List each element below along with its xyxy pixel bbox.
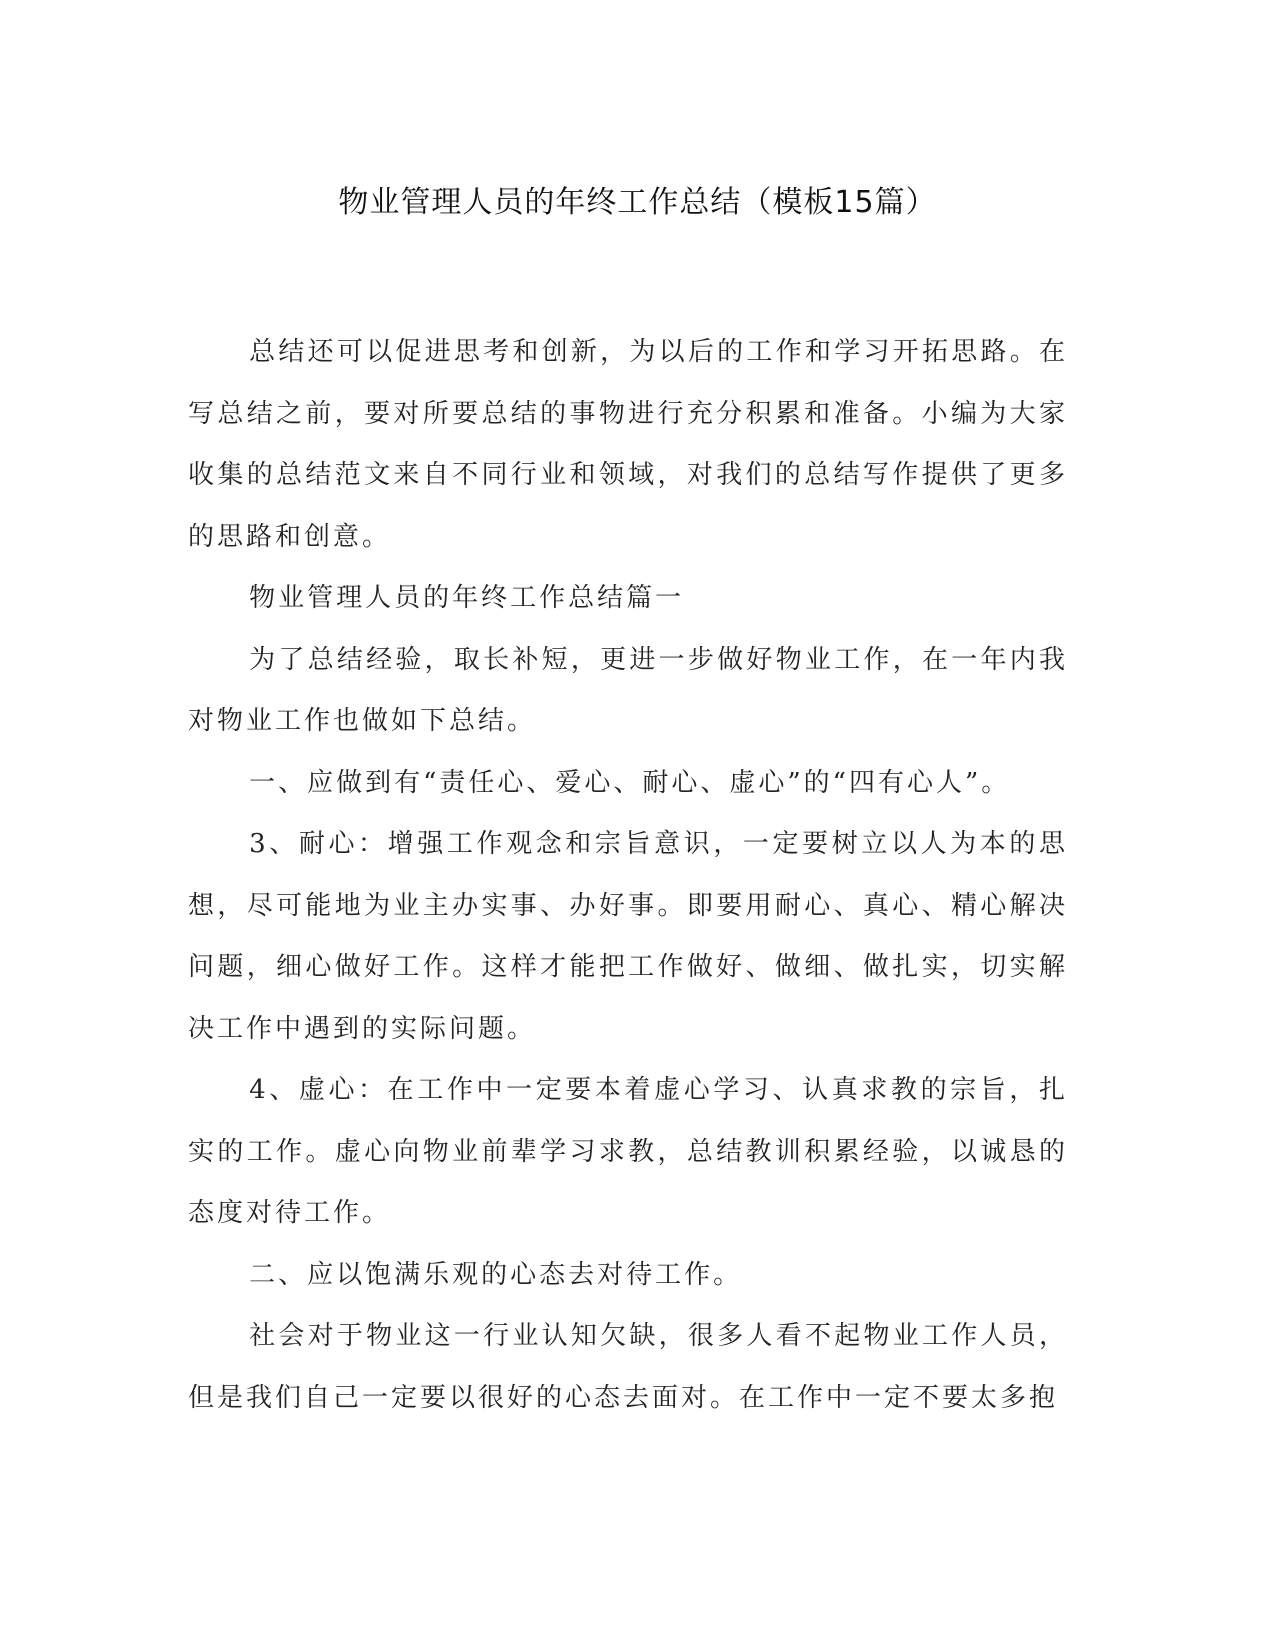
paragraph-attitude: 社会对于物业这一行业认知欠缺，很多人看不起物业工作人员，但是我们自己一定要以很好的心态去面对。在工作中一定不要太多抱 (188, 1321, 1068, 1413)
document-body (188, 322, 1068, 1429)
paragraph-modesty: 4、虚心：在工作中一定要本着虚心学习、认真求教的宗旨，扎实的工作。虚心向物业前辈学习求教，总结教训积累经验，以诚恳的态度对待工作。 (188, 1075, 1068, 1228)
document-title: 物业管理人员的年终工作总结（模板15篇） (338, 185, 937, 220)
paragraph-patience: 3、耐心：增强工作观念和宗旨意识，一定要树立以人为本的思想，尽可能地为业主办实事、办好事。即要用耐心、真心、精心解决问题，细心做好工作。这样才能把工作做好、做细、做扎实，切实解决工作中遇到的实际问题。 (188, 829, 1068, 1044)
heading-point-one: 一、应做到有“责任心、爱心、耐心、虚心”的“四有心人”。 (249, 767, 1011, 798)
paragraph-intro: 总结还可以促进思考和创新，为以后的工作和学习开拓思路。在写总结之前，要对所要总结的事物进行充分积累和准备。小编为大家收集的总结范文来自不同行业和领域，对我们的总结写作提供了更多的思路和创意。 (188, 337, 1068, 552)
section-heading-part-one: 物业管理人员的年终工作总结篇一 (249, 583, 685, 613)
heading-point-two: 二、应以饱满乐观的心态去对待工作。 (249, 1259, 743, 1290)
paragraph-summary-purpose: 为了总结经验，取长补短，更进一步做好物业工作，在一年内我对物业工作也做如下总结。 (188, 644, 1068, 736)
